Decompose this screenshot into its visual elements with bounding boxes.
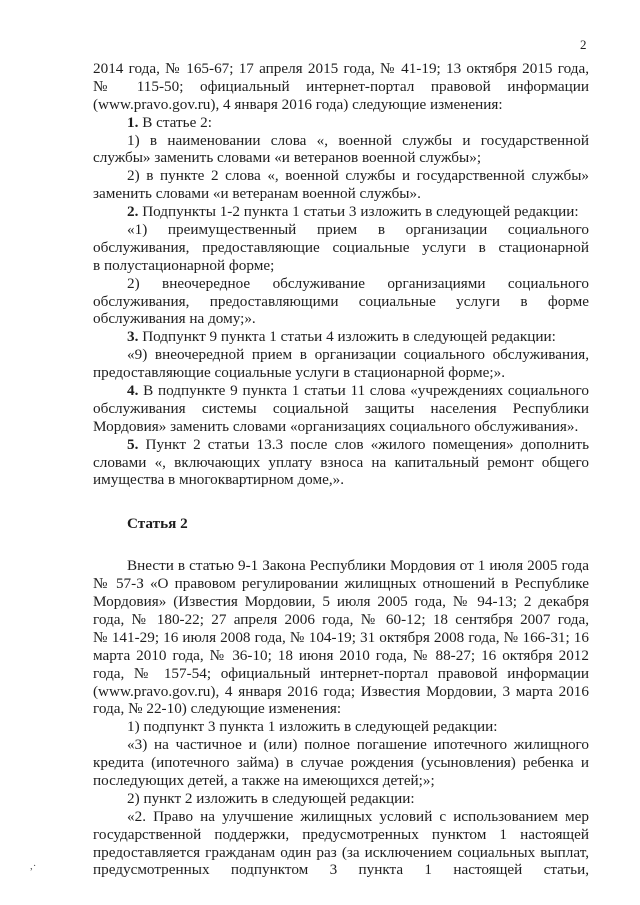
- text-line: 3. Подпункт 9 пункта 1 статьи 4 изложить в следующей редакции:: [127, 328, 556, 346]
- text-line: имущества в многоквартирном доме,».: [93, 471, 345, 489]
- text-line: предусмотренных подпунктом 3 пункта 1 настоящей статьи,: [93, 861, 589, 879]
- text-line: обслуживания, предоставляющими социальные услуги в форме: [93, 292, 589, 310]
- item-number: 4.: [127, 382, 139, 400]
- text-line: 5. Пункт 2 статьи 13.3 после слов «жилого помещения» дополнить: [127, 435, 589, 453]
- document-body: [93, 60, 589, 879]
- text-line: года, № 22-10) следующие изменения:: [93, 700, 342, 718]
- text-line: Мордовия» (Известия Мордовии, 5 июля 2005 года, № 94-13; 2 декабря: [93, 593, 589, 611]
- text-line: Внести в статью 9-1 Закона Республики Мордовия от 1 июля 2005 года: [127, 557, 589, 575]
- text-line: 1. В статье 2:: [127, 113, 212, 131]
- text-line: кредита (ипотечного займа) в случае рождения (усыновления) ребенка и: [93, 754, 589, 772]
- text-line: «2. Право на улучшение жилищных условий с использованием мер: [127, 807, 589, 825]
- margin-mark: ,·: [30, 860, 37, 872]
- text-line: «9) внеочередной прием в организации социального обслуживания,: [127, 346, 589, 364]
- text-line: государственной поддержки, предусмотренных пунктом 1 настоящей: [93, 825, 589, 843]
- text-line: № 141-29; 16 июля 2008 года, № 104-19; 31 октября 2008 года, № 166-31; 16: [93, 628, 589, 646]
- text-line: 1) подпункт 3 пункта 1 изложить в следующей редакции:: [127, 718, 498, 736]
- article-2-heading: Статья 2: [127, 515, 188, 533]
- text-line: предоставляющие социальные услуги в стационарной форме;».: [93, 364, 505, 382]
- text-line: года, № 157-54; официальный интернет-портал правовой информации: [93, 664, 589, 682]
- item-number: 1.: [127, 113, 139, 131]
- text-line: года, № 180-22; 27 апреля 2006 года, № 60-12; 18 сентября 2007 года,: [93, 610, 589, 628]
- text-line: словами «, включающих уплату взноса на капитальный ремонт общего: [93, 453, 589, 471]
- text-line: обслуживания на дому;».: [93, 310, 256, 328]
- text-line: последующих детей, а также на имеющихся детей;»;: [93, 771, 435, 789]
- text-line: № 57-З «О правовом регулировании жилищных отношений в Республике: [93, 575, 589, 593]
- text-line: предоставляется гражданам один раз (за исключением социальных выплат,: [93, 843, 589, 861]
- page-number: 2: [580, 37, 587, 52]
- text-line: 2) внеочередное обслуживание организациями социального: [127, 274, 589, 292]
- text-line: 2) в пункте 2 слова «, военной службы и государственной службы»: [127, 167, 589, 185]
- text-line: обслуживания системы социальной защиты населения Республики: [93, 399, 589, 417]
- text-line: 1) в наименовании слова «, военной службы и государственной: [127, 131, 589, 149]
- text-line: в полустационарной форме;: [93, 256, 275, 274]
- item-number: 3.: [127, 328, 139, 346]
- text-line: 2) пункт 2 изложить в следующей редакции:: [127, 789, 415, 807]
- text-line: 2. Подпункты 1-2 пункта 1 статьи 3 изложить в следующей редакции:: [127, 203, 579, 221]
- text-line: «3) на частичное и (или) полное погашение ипотечного жилищного: [127, 736, 589, 754]
- text-line: 4. В подпункте 9 пункта 1 статьи 11 слова «учреждениях социального: [127, 382, 589, 400]
- text-line: (www.pravo.gov.ru), 4 января 2016 года; Известия Мордовии, 3 марта 2016: [93, 682, 589, 700]
- article-2-body: [93, 557, 589, 879]
- text-line: 2014 года, № 165-67; 17 апреля 2015 года, № 41-19; 13 октября 2015 года,: [93, 60, 589, 77]
- text-line: (www.pravo.gov.ru), 4 января 2016 года) следующие изменения:: [93, 95, 503, 113]
- text-line: «1) преимущественный прием в организации социального: [127, 221, 589, 239]
- text-line: заменить словами «и ветеранам военной службы».: [93, 185, 421, 203]
- text-line: обслуживания, предоставляющие социальные услуги в стационарной: [93, 238, 589, 256]
- text-line: Мордовия» заменить словами «организациях социального обслуживания».: [93, 417, 579, 435]
- text-line: службы» заменить словами «и ветеранов военной службы»;: [93, 149, 482, 167]
- text-line: марта 2010 года, № 36-10; 18 июня 2010 года, № 88-27; 16 октября 2012: [93, 646, 589, 664]
- text-line: № 115-50; официальный интернет-портал правовой информации: [93, 77, 589, 95]
- item-number: 2.: [127, 203, 139, 221]
- article-1-continuation: [93, 60, 589, 489]
- item-number: 5.: [127, 435, 139, 453]
